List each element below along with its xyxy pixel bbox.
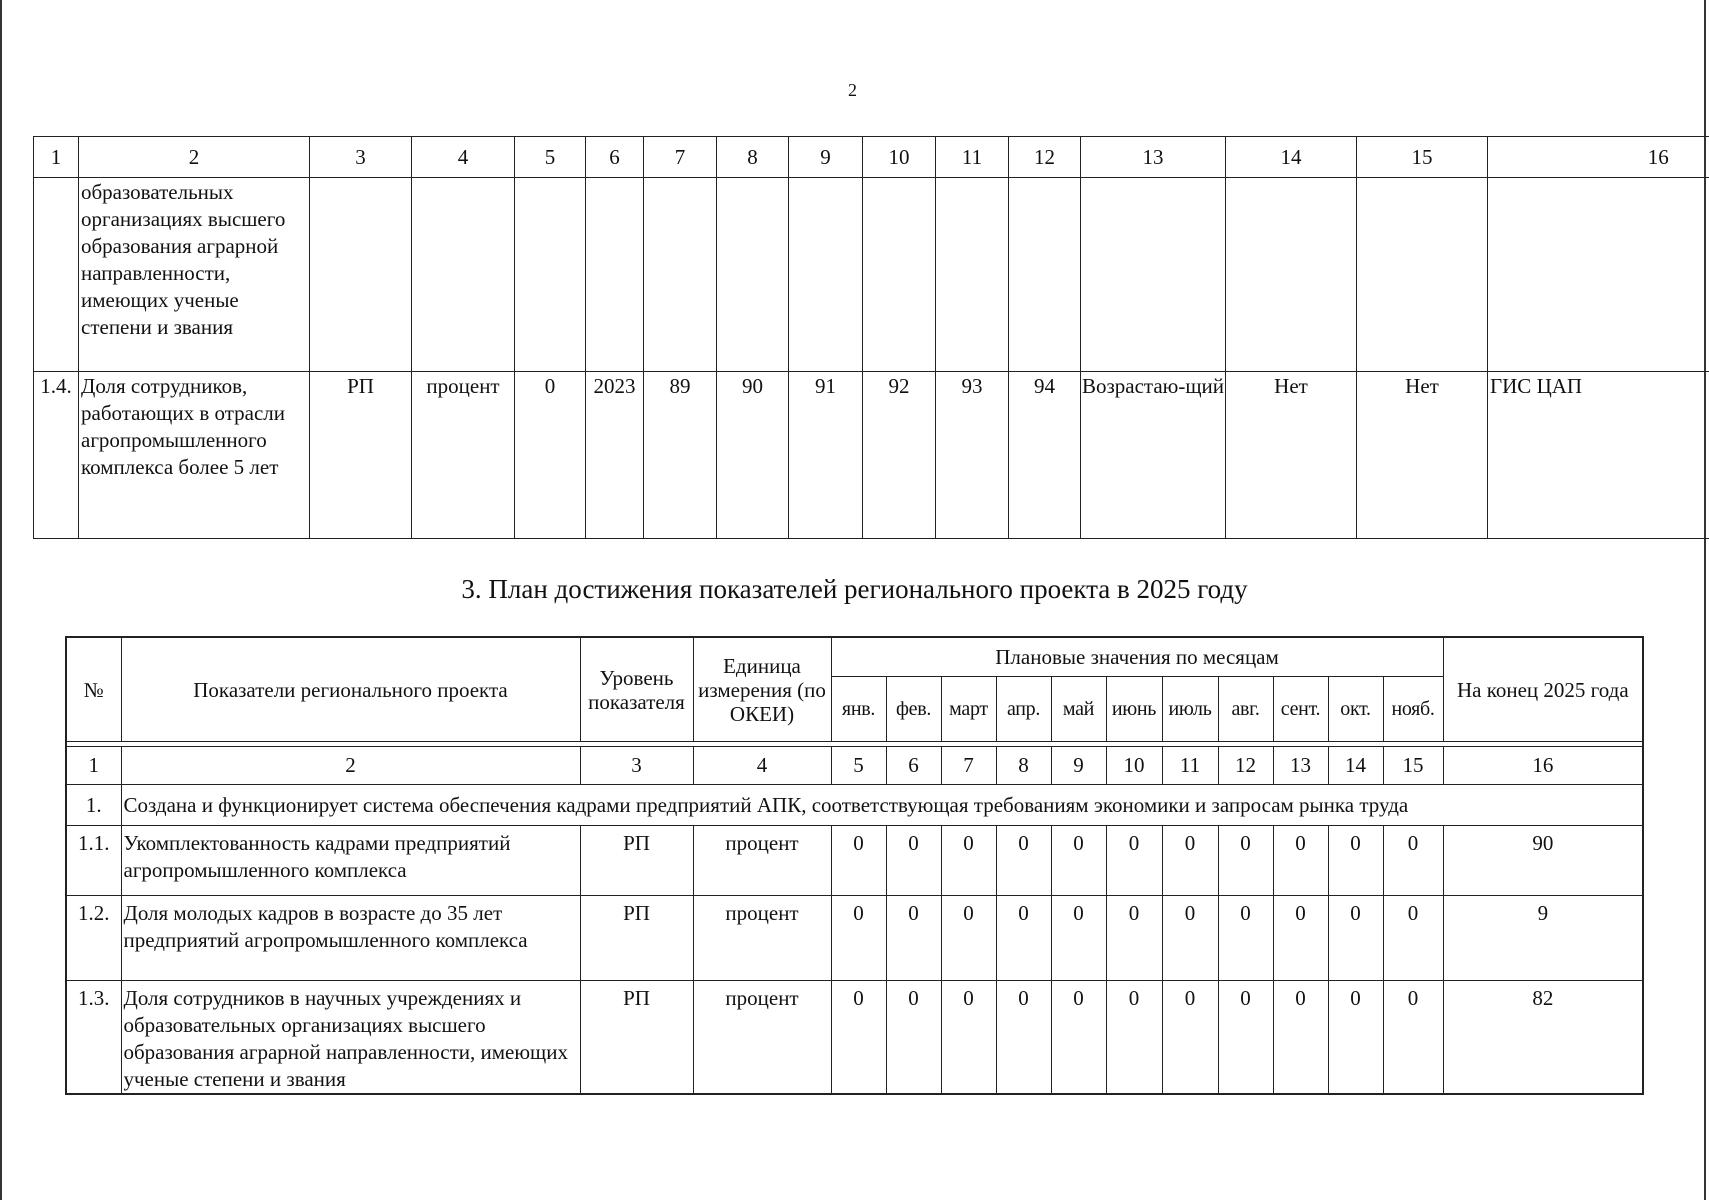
month-value: 0 [1273, 826, 1328, 896]
month-value: 0 [1106, 826, 1162, 896]
month-header: апр. [996, 677, 1051, 742]
table2-col-number: 6 [886, 747, 941, 785]
table-row [66, 981, 1643, 1095]
month-value: 0 [1328, 826, 1383, 896]
month-value: 0 [1328, 896, 1383, 981]
table1-col-number: 9 [789, 137, 863, 178]
month-value: 0 [941, 826, 996, 896]
month-value: 0 [996, 896, 1051, 981]
month-value: 0 [1218, 981, 1273, 1095]
month-value: 0 [1162, 826, 1218, 896]
indicator-level: РП [580, 826, 693, 896]
section-description: Создана и функционирует система обеспечения кадрами предприятий АПК, соответствующая требованиям экономики и запросам рынка труда [121, 785, 1643, 826]
month-value: 0 [996, 981, 1051, 1095]
table1-col-number: 12 [1009, 137, 1081, 178]
table1-column-numbers [34, 137, 1709, 178]
monthly-plan-table [65, 636, 1644, 1095]
page-number: 2 [848, 80, 857, 100]
table2-column-numbers [66, 747, 1643, 785]
month-value: 0 [941, 981, 996, 1095]
month-value: 0 [1162, 981, 1218, 1095]
month-header: авг. [1218, 677, 1273, 742]
table2-col-number: 12 [1218, 747, 1273, 785]
table-cell [789, 178, 863, 372]
table-cell [34, 178, 79, 372]
month-value: 0 [1383, 981, 1443, 1095]
indicator-unit: процент [693, 981, 831, 1095]
table2-col-number: 5 [831, 747, 886, 785]
base-year: 2023 [586, 372, 644, 539]
table1-col-number: 7 [644, 137, 717, 178]
month-value: 0 [831, 896, 886, 981]
month-value: 0 [941, 896, 996, 981]
end-of-year-value: 9 [1443, 896, 1643, 981]
indicator-name-continued: образовательных организациях высшего образования аграрной направленности, имеющих ученые степени и звания [79, 178, 310, 372]
month-value: 0 [996, 826, 1051, 896]
year-value: 93 [936, 372, 1009, 539]
end-of-year-value: 82 [1443, 981, 1643, 1095]
table-cell [1226, 178, 1357, 372]
table-cell [1357, 178, 1488, 372]
table1-col-number: 1 [34, 137, 79, 178]
table1-col-number: 5 [515, 137, 586, 178]
month-header: сент. [1273, 677, 1328, 742]
month-value: 0 [1051, 826, 1106, 896]
month-value: 0 [831, 826, 886, 896]
indicator-name: Доля сотрудников в научных учреждениях и образовательных организациях высшего образования аграрной направленности, имеющих ученые степени и звания [121, 981, 580, 1095]
table-cell [412, 178, 515, 372]
month-value: 0 [1273, 896, 1328, 981]
table2-col-number: 7 [941, 747, 996, 785]
table2-col-number: 16 [1443, 747, 1643, 785]
table2-col-number: 8 [996, 747, 1051, 785]
table1-col-number: 10 [863, 137, 936, 178]
header-level: Уровень показателя [580, 637, 693, 742]
year-value: 92 [863, 372, 936, 539]
month-value: 0 [886, 826, 941, 896]
month-header: окт. [1328, 677, 1383, 742]
row-number: 1.2. [66, 896, 121, 981]
table2-col-number: 2 [121, 747, 580, 785]
month-value: 0 [1218, 826, 1273, 896]
month-header: март [941, 677, 996, 742]
header-end-of-year: На конец 2025 года [1443, 637, 1643, 742]
month-value: 0 [1051, 896, 1106, 981]
indicator-level: РП [580, 981, 693, 1095]
table1-col-number: 4 [412, 137, 515, 178]
table2-col-number: 9 [1051, 747, 1106, 785]
table1-col-number: 2 [79, 137, 310, 178]
indicator-unit: процент [693, 826, 831, 896]
month-header: янв. [831, 677, 886, 742]
flag-cell: Нет [1357, 372, 1488, 539]
table2-col-number: 3 [580, 747, 693, 785]
year-value: 90 [717, 372, 789, 539]
table-cell [1488, 178, 1709, 372]
month-header: нояб. [1383, 677, 1443, 742]
table2-col-number: 1 [66, 747, 121, 785]
month-header: июль [1162, 677, 1218, 742]
table2-col-number: 11 [1162, 747, 1218, 785]
indicator-unit: процент [412, 372, 515, 539]
table1-col-number: 11 [936, 137, 1009, 178]
month-value: 0 [1106, 896, 1162, 981]
month-value: 0 [1383, 896, 1443, 981]
month-header: июнь [1106, 677, 1162, 742]
table1-col-number: 8 [717, 137, 789, 178]
month-value: 0 [1106, 981, 1162, 1095]
table-cell [586, 178, 644, 372]
month-value: 0 [1383, 826, 1443, 896]
table1-col-number: 3 [310, 137, 412, 178]
section-number: 1. [66, 785, 121, 826]
month-value: 0 [831, 981, 886, 1095]
indicators-table-continuation [33, 136, 1709, 539]
table-row [66, 826, 1643, 896]
table2-col-number: 15 [1383, 747, 1443, 785]
indicator-name: Доля сотрудников, работающих в отрасли агропромышленного комплекса более 5 лет [79, 372, 310, 539]
month-value: 0 [1328, 981, 1383, 1095]
table-cell [1081, 178, 1226, 372]
row-number: 1.4. [34, 372, 79, 539]
year-value: 94 [1009, 372, 1081, 539]
header-planned-values: Плановые значения по месяцам [831, 637, 1443, 677]
month-value: 0 [886, 896, 941, 981]
flag-cell: Нет [1226, 372, 1357, 539]
month-header: фев. [886, 677, 941, 742]
year-value: 89 [644, 372, 717, 539]
table1-col-number: 14 [1226, 137, 1357, 178]
header-unit: Единица измерения (по ОКЕИ) [693, 637, 831, 742]
table-cell [936, 178, 1009, 372]
month-value: 0 [1273, 981, 1328, 1095]
end-of-year-value: 90 [1443, 826, 1643, 896]
table1-col-number: 13 [1081, 137, 1226, 178]
table-cell [717, 178, 789, 372]
month-header: май [1051, 677, 1106, 742]
table2-col-number: 14 [1328, 747, 1383, 785]
table-row [66, 896, 1643, 981]
indicator-level: РП [580, 896, 693, 981]
table-cell [644, 178, 717, 372]
header-number: № [66, 637, 121, 742]
table2-col-number: 4 [693, 747, 831, 785]
table-row [34, 178, 1709, 372]
base-value: 0 [515, 372, 586, 539]
table-cell [1009, 178, 1081, 372]
header-indicator: Показатели регионального проекта [121, 637, 580, 742]
table2-col-number: 10 [1106, 747, 1162, 785]
year-value: 91 [789, 372, 863, 539]
month-value: 0 [1051, 981, 1106, 1095]
table-row [34, 372, 1709, 539]
section-row [66, 785, 1643, 826]
table-cell [863, 178, 936, 372]
month-value: 0 [886, 981, 941, 1095]
table-cell [310, 178, 412, 372]
information-system: ГИС ЦАП [1488, 372, 1709, 539]
row-number: 1.3. [66, 981, 121, 1095]
table1-col-number: 15 [1357, 137, 1488, 178]
indicator-name: Доля молодых кадров в возрасте до 35 лет предприятий агропромышленного комплекса [121, 896, 580, 981]
table1-col-number: 6 [586, 137, 644, 178]
section-title: 3. План достижения показателей регионального проекта в 2025 году [461, 574, 1248, 604]
trend-type: Возрастаю-щий [1081, 372, 1226, 539]
indicator-unit: процент [693, 896, 831, 981]
indicator-name: Укомплектованность кадрами предприятий агропромышленного комплекса [121, 826, 580, 896]
table-cell [515, 178, 586, 372]
indicator-level: РП [310, 372, 412, 539]
table2-header-row [66, 637, 1643, 677]
row-number: 1.1. [66, 826, 121, 896]
month-value: 0 [1218, 896, 1273, 981]
table1-col-number: 16 [1488, 137, 1709, 178]
table2-col-number: 13 [1273, 747, 1328, 785]
month-value: 0 [1162, 896, 1218, 981]
